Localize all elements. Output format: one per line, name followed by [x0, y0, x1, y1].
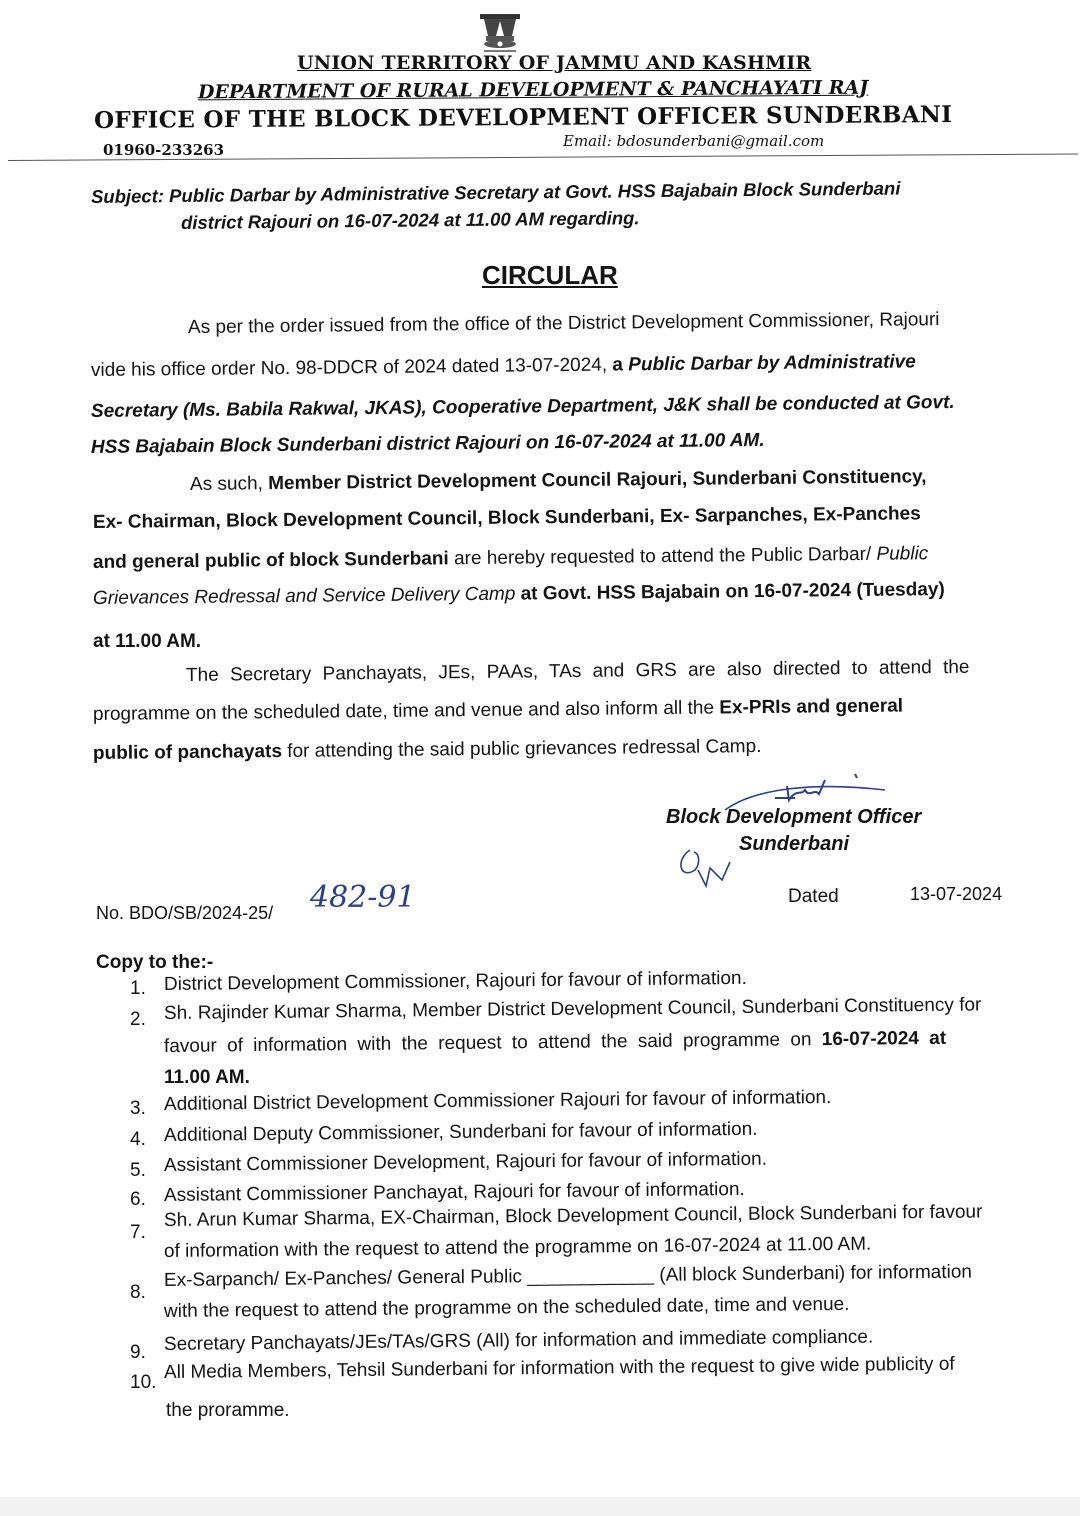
list-item-continued: favour of information with the request to attend the said programme on 16-07-2024 at	[163, 1027, 947, 1057]
office-phone: 01960-233263	[103, 141, 225, 159]
territory-heading: UNION TERRITORY OF JAMMU AND KASHMIR	[297, 52, 812, 74]
subject-line-1: Subject: Public Darbar by Administrative Secretary at Govt. HSS Bajabain Block Sunderbani	[90, 177, 901, 207]
list-item-number: 10.	[130, 1372, 157, 1393]
para2-line2: Ex- Chairman, Block Development Council, Block Sunderbani, Ex- Sarpanches, Ex-Panches	[92, 503, 921, 533]
list-item: District Development Commissioner, Rajouri for favour of information.	[163, 967, 747, 995]
copy-to-title: Copy to the:-	[96, 952, 214, 973]
reference-number-handwritten: 482-91	[310, 880, 416, 915]
list-item: Additional Deputy Commissioner, Sunderbani for favour of information.	[163, 1118, 758, 1146]
list-item: Sh. Rajinder Kumar Sharma, Member District Development Council, Sunderbani Constituency for	[163, 994, 982, 1024]
list-item-continued: 11.00 AM.	[164, 1067, 250, 1088]
para3-line3: public of panchayats for attending the said public grievances redressal Camp.	[92, 736, 762, 764]
subject-label: Subject:	[90, 185, 165, 207]
list-item: Assistant Commissioner Development, Rajouri for favour of information.	[163, 1148, 768, 1176]
para2-line5: at 11.00 AM.	[93, 631, 202, 652]
list-item: Sh. Arun Kumar Sharma, EX-Chairman, Block Development Council, Block Sunderbani for favour	[163, 1201, 983, 1231]
list-item-number: 4.	[130, 1129, 146, 1150]
page-bottom-margin	[0, 1497, 1080, 1516]
national-emblem-icon	[470, 12, 530, 54]
para1-line4: HSS Bajabain Block Sunderbani district Rajouri on 16-07-2024 at 11.00 AM.	[90, 429, 765, 458]
list-item: All Media Members, Tehsil Sunderbani for information with the request to give wide publicity of	[163, 1353, 955, 1383]
dated-value: 13-07-2024	[910, 884, 1003, 904]
initials-scribble-icon	[670, 840, 740, 890]
para2-line3: and general public of block Sunderbani are hereby requested to attend the Public Darbar/ Public	[92, 543, 929, 573]
subject-line-2: district Rajouri on 16-07-2024 at 11.00 AM regarding.	[180, 207, 640, 233]
list-item-number: 1.	[130, 978, 146, 999]
list-item-number: 7.	[130, 1222, 146, 1243]
list-item-number: 9.	[130, 1342, 146, 1363]
list-item: Ex-Sarpanch/ Ex-Panches/ General Public ____________ (All block Sunderbani) for information	[163, 1261, 973, 1291]
office-heading: OFFICE OF THE BLOCK DEVELOPMENT OFFICER SUNDERBANI	[93, 101, 953, 134]
list-item-continued: the proramme.	[166, 1400, 290, 1421]
para1-line3: Secretary (Ms. Babila Rakwal, JKAS), Cooperative Department, J&K shall be conducted at Govt.	[90, 391, 955, 422]
list-item: Additional District Development Commissioner Rajouri for favour of information.	[163, 1087, 832, 1115]
list-item-number: 6.	[130, 1189, 146, 1210]
para3-line2: programme on the scheduled date, time and venue and also inform all the Ex-PRIs and general	[92, 695, 904, 725]
list-item-continued: of information with the request to attend the programme on 16-07-2024 at 11.00 AM.	[163, 1233, 872, 1262]
office-email: Email: bdosunderbani@gmail.com	[563, 132, 825, 150]
para1-line1: As per the order issued from the office of the District Development Commissioner, Rajouri	[187, 309, 940, 338]
list-item-number: 2.	[130, 1009, 146, 1030]
reference-number-label: No. BDO/SB/2024-25/	[96, 903, 274, 923]
list-item: Assistant Commissioner Panchayat, Rajouri for favour of information.	[163, 1178, 745, 1206]
list-item-number: 5.	[130, 1160, 146, 1181]
list-item-continued: with the request to attend the programme on the scheduled date, time and venue.	[163, 1293, 850, 1322]
para1-line2: vide his office order No. 98-DDCR of 2024 dated 13-07-2024, a Public Darbar by Administrative	[90, 351, 916, 381]
document-title: CIRCULAR	[482, 260, 618, 290]
list-item-number: 3.	[130, 1098, 146, 1119]
signatory-place: Sunderbani	[739, 833, 850, 855]
list-item-number: 8.	[130, 1282, 146, 1303]
para3-line1: The Secretary Panchayats, JEs, PAAs, TAs and GRS are also directed to attend the	[185, 656, 970, 686]
signatory-designation: Block Development Officer	[666, 806, 922, 828]
para2-line1: As such, Member District Development Council Rajouri, Sunderbani Constituency,	[189, 466, 927, 495]
list-item: Secretary Panchayats/JEs/TAs/GRS (All) for information and immediate compliance.	[163, 1326, 874, 1355]
dated-label: Dated	[788, 886, 839, 907]
department-heading: DEPARTMENT OF RURAL DEVELOPMENT & PANCHAYATI RAJ	[197, 76, 869, 104]
para2-line4: Grievances Redressal and Service Delivery Camp at Govt. HSS Bajabain on 16-07-2024 (Tuesday)	[92, 579, 945, 609]
